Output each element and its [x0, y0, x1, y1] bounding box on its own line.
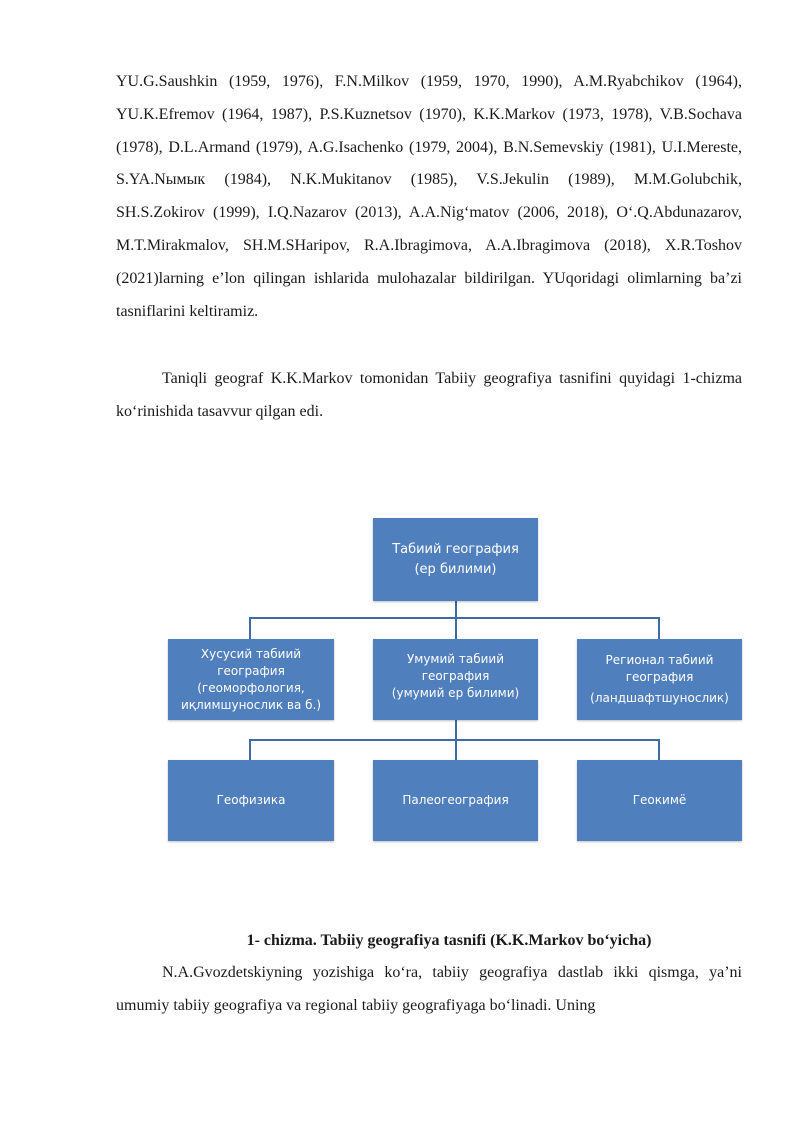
figure-caption: 1- chizma. Tabiiy geografiya tasnifi (K.K.Markov bo‘yicha): [246, 932, 652, 949]
diagram-box-general-geography: [373, 639, 538, 720]
special-geography-sub1: (геоморфология,: [197, 680, 305, 695]
connector-bottom-mid-down: [455, 739, 457, 760]
paleogeography-label: Палеогеография: [402, 793, 509, 807]
regional-geography-title: Регионал табиий: [605, 653, 714, 667]
diagram-box-root: [373, 518, 538, 601]
paragraph-gvozdetskiy: N.A.Gvozdetskiyning yozishiga ko‘ra, tabiiy geografiya dastlab ikki qismga, ya’ni umumiy tabiiy geografiya va regional tabiiy geografiyaga bo‘linadi. Uning: [116, 964, 742, 1014]
geochemistry-label: Геокимё: [632, 793, 687, 807]
connector-root-down: [455, 601, 457, 618]
special-geography-title: Хусусий табиий география: [200, 646, 302, 678]
special-geography-sub2: иқлимшунослик ва б.): [180, 697, 322, 712]
regional-geography-title2: география: [625, 670, 694, 684]
connector-right-down: [658, 617, 660, 639]
general-geography-title: Умумий табиий география: [406, 652, 505, 683]
connector-bottom-right-down: [658, 739, 660, 760]
connector-mid-down: [455, 617, 457, 639]
root-title: Табиий география: [392, 541, 519, 557]
diagram-box-paleogeography: [373, 760, 538, 841]
connector-bottom-left-down: [249, 739, 251, 760]
diagram-box-special-geography: [168, 639, 334, 720]
geophysics-label: Геофизика: [216, 793, 286, 807]
general-geography-sub: (умумий ер билими): [391, 686, 520, 700]
diagram-box-regional-geography: [577, 639, 742, 720]
diagram-box-geophysics: [168, 760, 334, 841]
root-subtitle: (ер билими): [414, 561, 497, 577]
connector-mid-to-bottom: [455, 720, 457, 740]
paragraph-intro: Taniqli geograf K.K.Markov tomonidan Tabiiy geografiya tasnifini quyidagi 1-chizma ko‘rinishida tasavvur qilgan edi.: [116, 370, 742, 420]
diagram-box-geochemistry: [577, 760, 742, 841]
regional-geography-sub: (ландшафтшунослик): [590, 691, 729, 705]
paragraph-authors: YU.G.Saushkin (1959, 1976), F.N.Milkov (1959, 1970, 1990), A.M.Ryabchikov (1964), YU.K.Efremov (1964, 1987), P.S.Kuznetsov (1970), K.K.Markov (1973, 1978), V.B.Sochava (1978), D.L.Armand (1979), A.G.Isachenko (1979, 2004), B.N.Semevskiy (1981), U.I.Mereste, S.YA.Nымык (1984), N.K.Mukitanov (1985), V.S.Jekulin (1989), M.M.Golubchik, SH.S.Zokirov (1999), I.Q.Nazarov (2013), A.A.Nig‘matov (2006, 2018), O‘.Q.Abdunazarov, M.T.Mirakmalov, SH.M.SHaripov, R.A.Ibragimova, A.A.Ibragimova (2018), X.R.Toshov (2021)larning e’lon qilingan ishlarida mulohazalar bildirilgan. YUqoridagi olimlarning ba’zi tasniflarini keltiramiz.: [116, 73, 742, 320]
connector-left-down: [249, 617, 251, 639]
